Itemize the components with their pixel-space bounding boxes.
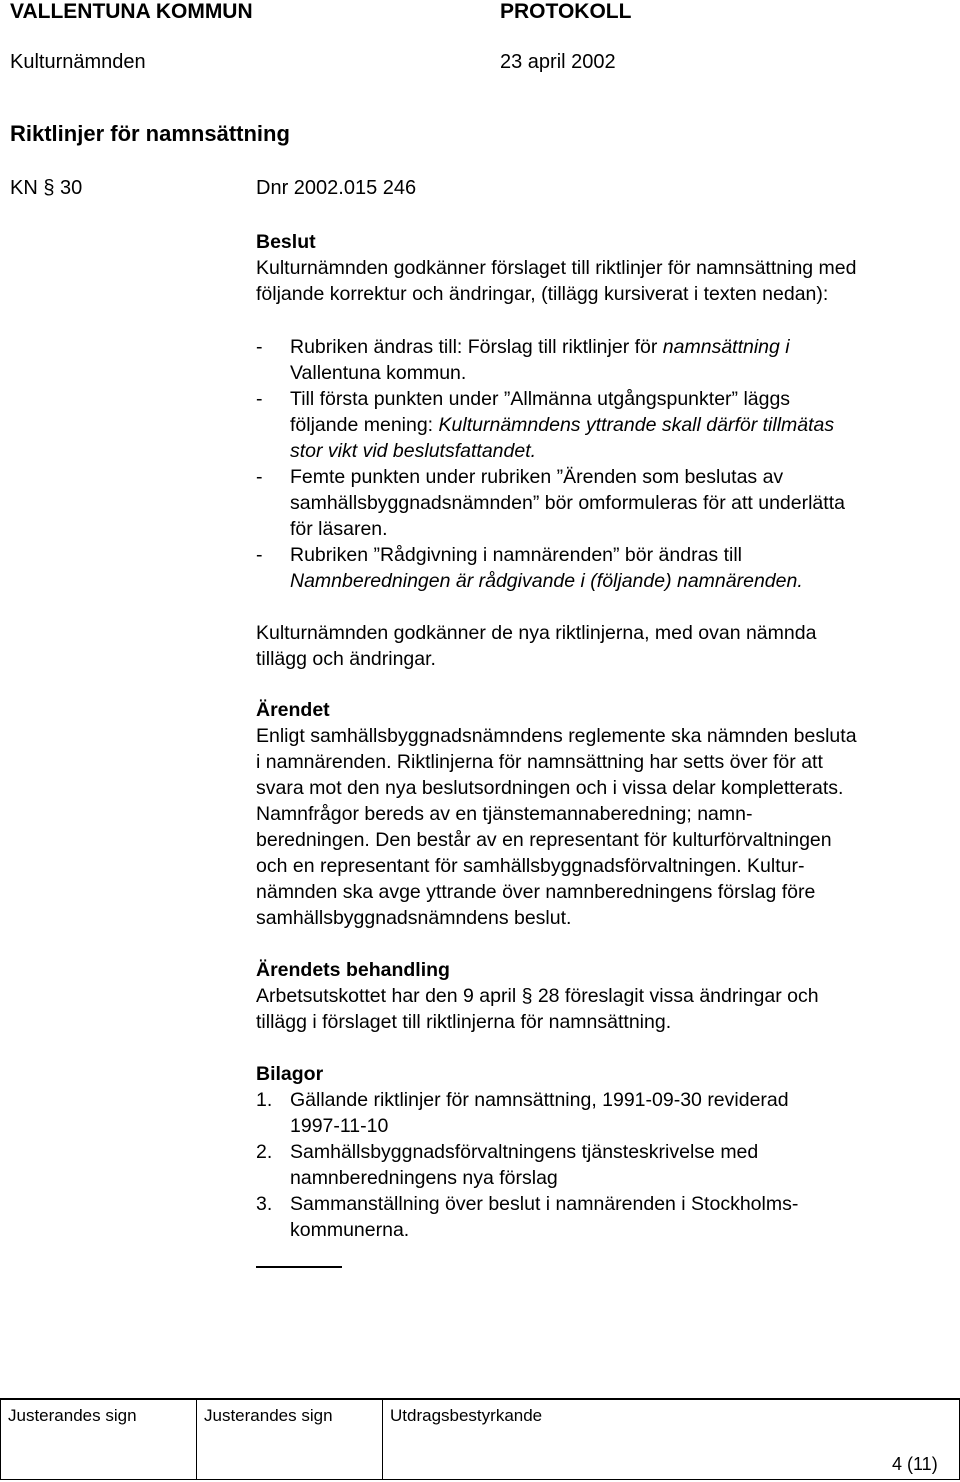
beslut-closing [256,620,956,672]
arendet-line: nämnden ska avge yttrande över namnberedningens förslag före [256,881,816,903]
beslut-closing-line: tillägg och ändringar. [256,648,436,670]
bullet-4-line: Namnberedningen är rådgivande i (följande) namnärenden. [290,570,803,592]
arendet-line: samhällsbyggnadsnämndens beslut. [256,907,572,929]
arendet-heading: Ärendet [256,699,330,721]
bilaga-number: 3. [256,1193,273,1215]
behandling-heading: Ärendets behandling [256,959,450,981]
footer-cell-divider [196,1400,197,1480]
bullet-2-line: Till första punkten under ”Allmänna utgångspunkter” läggs [290,388,791,410]
behandling-section [256,957,956,1035]
behandling-line: Arbetsutskottet har den 9 april § 28 föreslagit vissa ändringar och [256,985,819,1007]
bullet-2-line: stor vikt vid beslutsfattandet. [290,440,537,462]
bullet-3-line: Femte punkten under rubriken ”Ärenden som beslutas av [290,466,784,488]
beslut-intro-line: Kulturnämnden godkänner förslaget till riktlinjer för namnsättning med [256,257,857,279]
footer-bottom-rule [0,1479,960,1480]
bilaga-line: Gällande riktlinjer för namnsättning, 1991-09-30 reviderad [290,1089,789,1111]
arendet-line: och en representant för samhällsbyggnadsförvaltningen. Kultur- [256,855,805,877]
document-type: PROTOKOLL [500,0,632,23]
bilaga-line: namnberedningens nya förslag [290,1167,558,1189]
meeting-date: 23 april 2002 [500,51,616,73]
end-separator-line [256,1266,342,1268]
registration-number: Dnr 2002.015 246 [256,177,417,199]
footer-cell-divider [0,1400,1,1480]
bilagor-section [256,1061,956,1087]
arendet-line: svara mot den nya beslutsordningen och i vissa delar kompletterats. [256,777,844,799]
arendet-line: beredningen. Den består av en representant för kulturförvaltningen [256,829,832,851]
bullet-4-line: Rubriken ”Rådgivning i namnärenden” bör ändras till [290,544,742,566]
bullet-dash: - [256,544,263,566]
beslut-section [256,229,956,307]
page-title: Riktlinjer för namnsättning [10,121,290,146]
bullet-1-line: Vallentuna kommun. [290,362,467,384]
bilaga-line: Sammanställning över beslut i namnärenden i Stockholms- [290,1193,799,1215]
organization-name: VALLENTUNA KOMMUN [10,0,253,23]
arendet-line: Enligt samhällsbyggnadsnämndens reglemente ska nämnden besluta [256,725,857,747]
footer-signature-2: Justerandes sign [204,1406,333,1425]
bullet-3-line: för läsaren. [290,518,388,540]
beslut-closing-line: Kulturnämnden godkänner de nya riktlinjerna, med ovan nämnda [256,622,817,644]
bullet-2-line: följande mening: Kulturnämndens yttrande skall därför tillmätas [290,414,835,436]
bullet-dash: - [256,388,263,410]
beslut-heading: Beslut [256,231,316,253]
footer-signature-1: Justerandes sign [8,1406,137,1425]
footer-top-rule [0,1398,960,1400]
committee-name: Kulturnämnden [10,51,146,73]
bilaga-number: 1. [256,1089,273,1111]
footer-cell-divider [382,1400,383,1480]
arendet-line: Namnfrågor bereds av en tjänstemannaberedning; namn- [256,803,753,825]
bilaga-number: 2. [256,1141,273,1163]
bullet-dash: - [256,336,263,358]
bilaga-line: Samhällsbyggnadsförvaltningens tjänsteskrivelse med [290,1141,759,1163]
beslut-intro-line: följande korrektur och ändringar, (tillägg kursiverat i texten nedan): [256,283,829,305]
behandling-line: tillägg i förslaget till riktlinjerna för namnsättning. [256,1011,672,1033]
page-number: 4 (11) [892,1454,938,1474]
bilaga-line: kommunerna. [290,1219,410,1241]
bullet-3-line: samhällsbyggnadsnämnden” bör omformuleras för att underlätta [290,492,845,514]
bullet-dash: - [256,466,263,488]
footer-extract-certification: Utdragsbestyrkande [390,1406,543,1425]
arendet-section [256,697,956,931]
bilagor-heading: Bilagor [256,1063,324,1085]
bullet-1-line: Rubriken ändras till: Förslag till riktlinjer för namnsättning i [290,336,790,358]
arendet-line: i namnärenden. Riktlinjerna för namnsättning har setts över för att [256,751,823,773]
bilaga-line: 1997-11-10 [290,1115,389,1137]
case-paragraph-number: KN § 30 [10,177,83,199]
